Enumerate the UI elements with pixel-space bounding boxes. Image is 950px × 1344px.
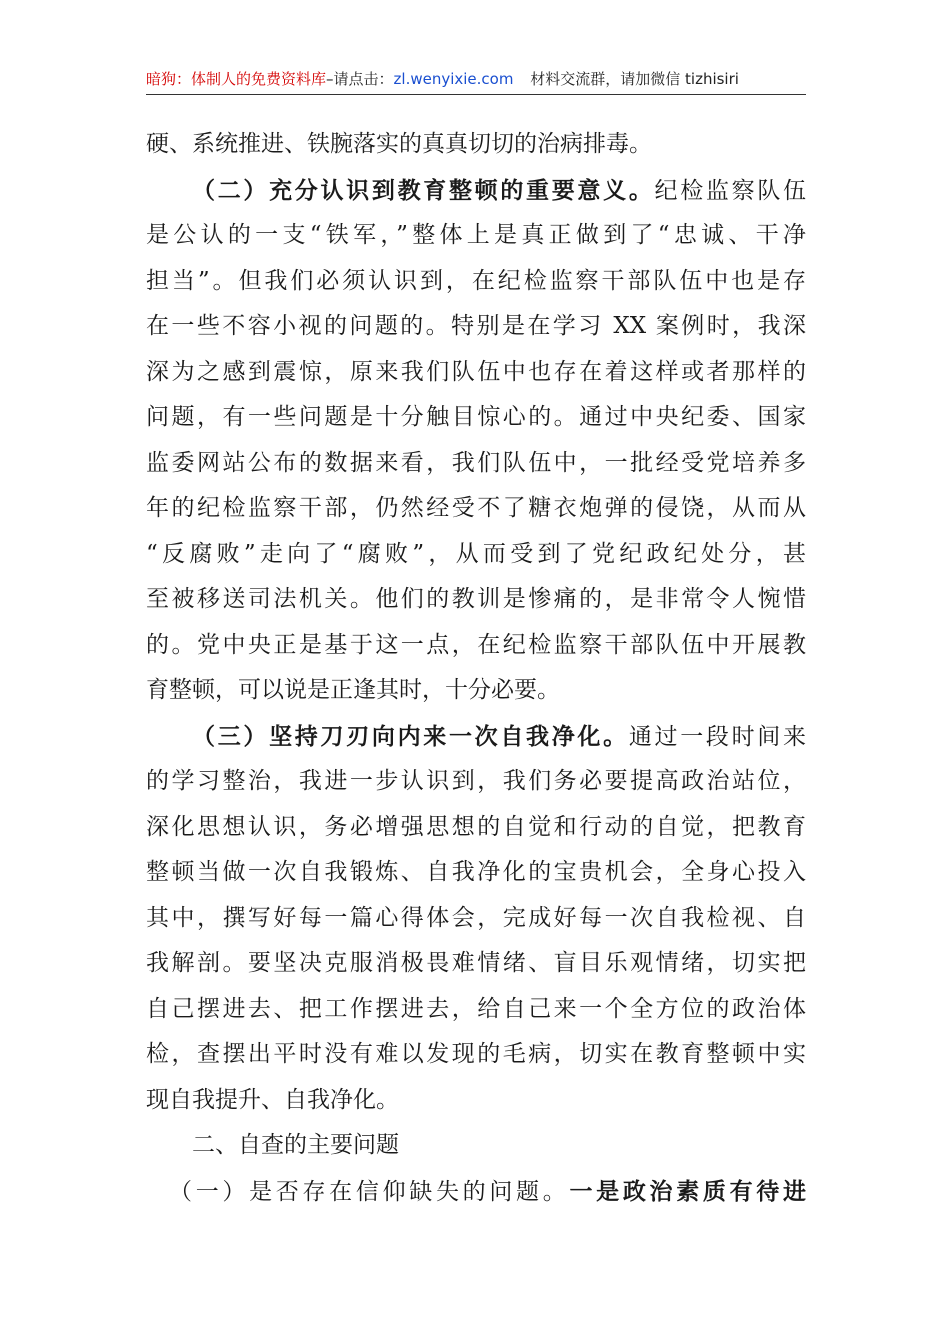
header-prompt: –请点击： [326, 70, 394, 88]
paragraph-3-first-line [146, 714, 806, 760]
text-line: 我解剖。要坚决克服消极畏难情绪、盲目乐观情绪，切实把 [146, 950, 806, 976]
text-line: “反腐败”走向了“腐败”，从而受到了党纪政纪处分，甚 [146, 540, 806, 567]
text-line: 自己摆进去、把工作摆进去，给自己来一个全方位的政治体 [146, 995, 806, 1022]
header-url-link[interactable]: zl.wenyixie.com [393, 70, 514, 88]
text-line: 的。党中央正是基于这一点，在纪检监察干部队伍中开展教 [146, 631, 806, 658]
text-line: 是公认的一支“铁军，”整体上是真正做到了“忠诚、干净 [146, 222, 806, 248]
text-line: 的学习整治，我进一步认识到，我们务必要提高政治站位， [146, 768, 806, 794]
text-line: 担当”。但我们必须认识到，在纪检监察干部队伍中也是存 [146, 267, 806, 294]
header-divider [146, 94, 806, 95]
text-line: 整顿当做一次自我锻炼、自我净化的宝贵机会，全身心投入 [146, 859, 806, 885]
text-line: 深为之感到震惊，原来我们队伍中也存在着这样或者那样的 [146, 358, 806, 385]
paragraph-2-title: （二）充分认识到教育整顿的重要意义。 [192, 176, 655, 204]
paragraph-2-first-line [146, 168, 806, 214]
page-header [146, 68, 806, 90]
subsection-1-title: （一）是否存在信仰缺失的问题。 [169, 1178, 570, 1205]
text-line: 监委网站公布的数据来看，我们队伍中，一批经受党培养多 [146, 449, 806, 476]
subsection-1-first-line [146, 1169, 806, 1215]
text-line: 现自我提升、自我净化。 [146, 1086, 399, 1113]
text-line: 其中，撰写好每一篇心得体会，完成好每一次自我检视、自 [146, 904, 806, 931]
text-line: 在一些不容小视的问题的。特别是在学习 XX 案例时，我深 [146, 313, 806, 339]
text-line: 至被移送司法机关。他们的教训是惨痛的，是非常令人惋惜 [146, 586, 806, 612]
paragraph-3-start: 通过一段时间来 [628, 723, 806, 750]
paragraph-3-title: （三）坚持刀刃向内来一次自我净化。 [192, 722, 629, 750]
text-line: 检，查摆出平时没有难以发现的毛病，切实在教育整顿中实 [146, 1041, 806, 1067]
subsection-1-start: 一是政治素质有待进 [569, 1177, 806, 1205]
text-line: 年的纪检监察干部，仍然经受不了糖衣炮弹的侵饶，从而从 [146, 495, 806, 521]
text-line: 深化思想认识，务必增强思想的自觉和行动的自觉，把教育 [146, 813, 806, 840]
section-2-heading: 二、自查的主要问题 [192, 1132, 399, 1158]
text-line: 硬、系统推进、铁腕落实的真真切切的治病排毒。 [146, 131, 652, 157]
document-body [146, 122, 806, 1214]
text-line: 问题，有一些问题是十分触目惊心的。通过中央纪委、国家 [146, 404, 806, 430]
header-contact: 材料交流群，请加微信 tizhisiri [530, 70, 739, 88]
text-line: 育整顿，可以说是正逢其时，十分必要。 [146, 677, 560, 703]
header-site-name: 暗狗：体制人的免费资料库 [146, 70, 327, 88]
paragraph-2-start: 纪检监察队伍 [654, 177, 806, 204]
